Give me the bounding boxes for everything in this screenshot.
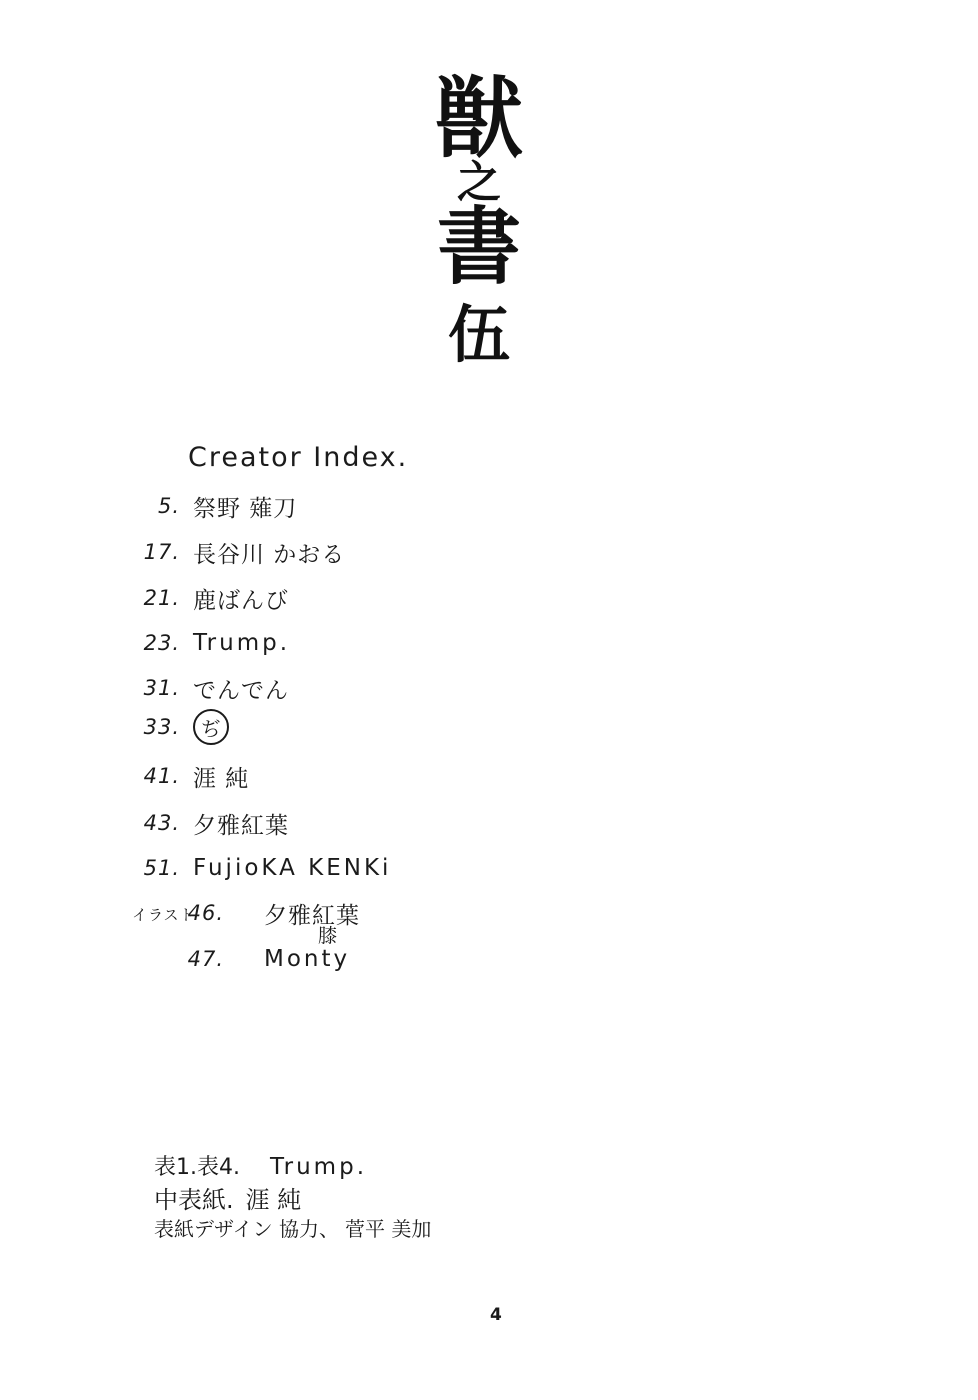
index-entry-row: [110, 853, 391, 883]
title-char-no: 之: [457, 157, 501, 208]
index-entry-row: [110, 628, 290, 658]
index-entry-row: [110, 491, 297, 521]
entry-page-number: 51.: [143, 856, 180, 880]
illustration-entry-row: [148, 944, 350, 974]
creator-name: Trump.: [193, 630, 291, 656]
index-entry-row: [110, 761, 249, 791]
index-entry-row: [110, 808, 289, 838]
illustration-note: 膝: [318, 925, 338, 947]
credit-value: 菅平 美加: [344, 1217, 432, 1241]
entry-page-number: 23.: [143, 631, 180, 655]
title-calligraphy: [420, 66, 538, 371]
creator-name: Monty: [264, 946, 351, 972]
entry-page-number: 41.: [143, 764, 180, 788]
creator-name: 長谷川 かおる: [193, 541, 346, 568]
title-char-five: 伍: [447, 298, 510, 371]
credit-value: 涯 純: [245, 1186, 302, 1214]
entry-page-number: 43.: [143, 811, 180, 835]
creator-name: 涯 純: [193, 765, 250, 792]
entry-page-number: 5.: [157, 494, 180, 518]
page-number: 4: [490, 1305, 502, 1325]
creator-name: 夕雅紅葉: [264, 902, 360, 929]
entry-page-number: 21.: [143, 586, 180, 610]
creator-name: でんでん: [193, 677, 289, 704]
title-char-book: 書: [436, 197, 521, 296]
entry-page-number: 46.: [187, 901, 224, 925]
entry-page-number: 33.: [143, 715, 180, 739]
creator-name: 鹿ばんび: [193, 587, 289, 614]
entry-page-number: 47.: [187, 947, 224, 971]
credit-line-cover-design: [154, 1213, 431, 1242]
credit-line-covers: [154, 1150, 367, 1181]
index-entry-row: [110, 712, 229, 742]
credit-value: Trump.: [269, 1154, 368, 1180]
entry-page-number: 31.: [143, 676, 180, 700]
creator-name-circled: ぢ: [193, 709, 229, 745]
credit-label: 表1.表4.: [154, 1155, 240, 1180]
index-entry-row: [110, 537, 345, 567]
creator-name: 祭野 薙刀: [193, 495, 298, 522]
credit-label: 中表紙.: [154, 1186, 234, 1214]
credit-label: 表紙デザイン 協力、: [154, 1217, 339, 1241]
credit-line-inner-cover: [154, 1180, 301, 1215]
creator-index-heading: Creator Index.: [188, 442, 409, 473]
creator-name: 夕雅紅葉: [193, 812, 289, 839]
entry-page-number: 17.: [143, 540, 180, 564]
index-entry-row: [110, 583, 289, 613]
creator-name: FujioKA KENKi: [193, 855, 392, 881]
title-char-beast: 獣: [434, 66, 523, 170]
index-entry-row: [110, 673, 289, 703]
illustration-section-label: イラスト: [132, 906, 196, 924]
